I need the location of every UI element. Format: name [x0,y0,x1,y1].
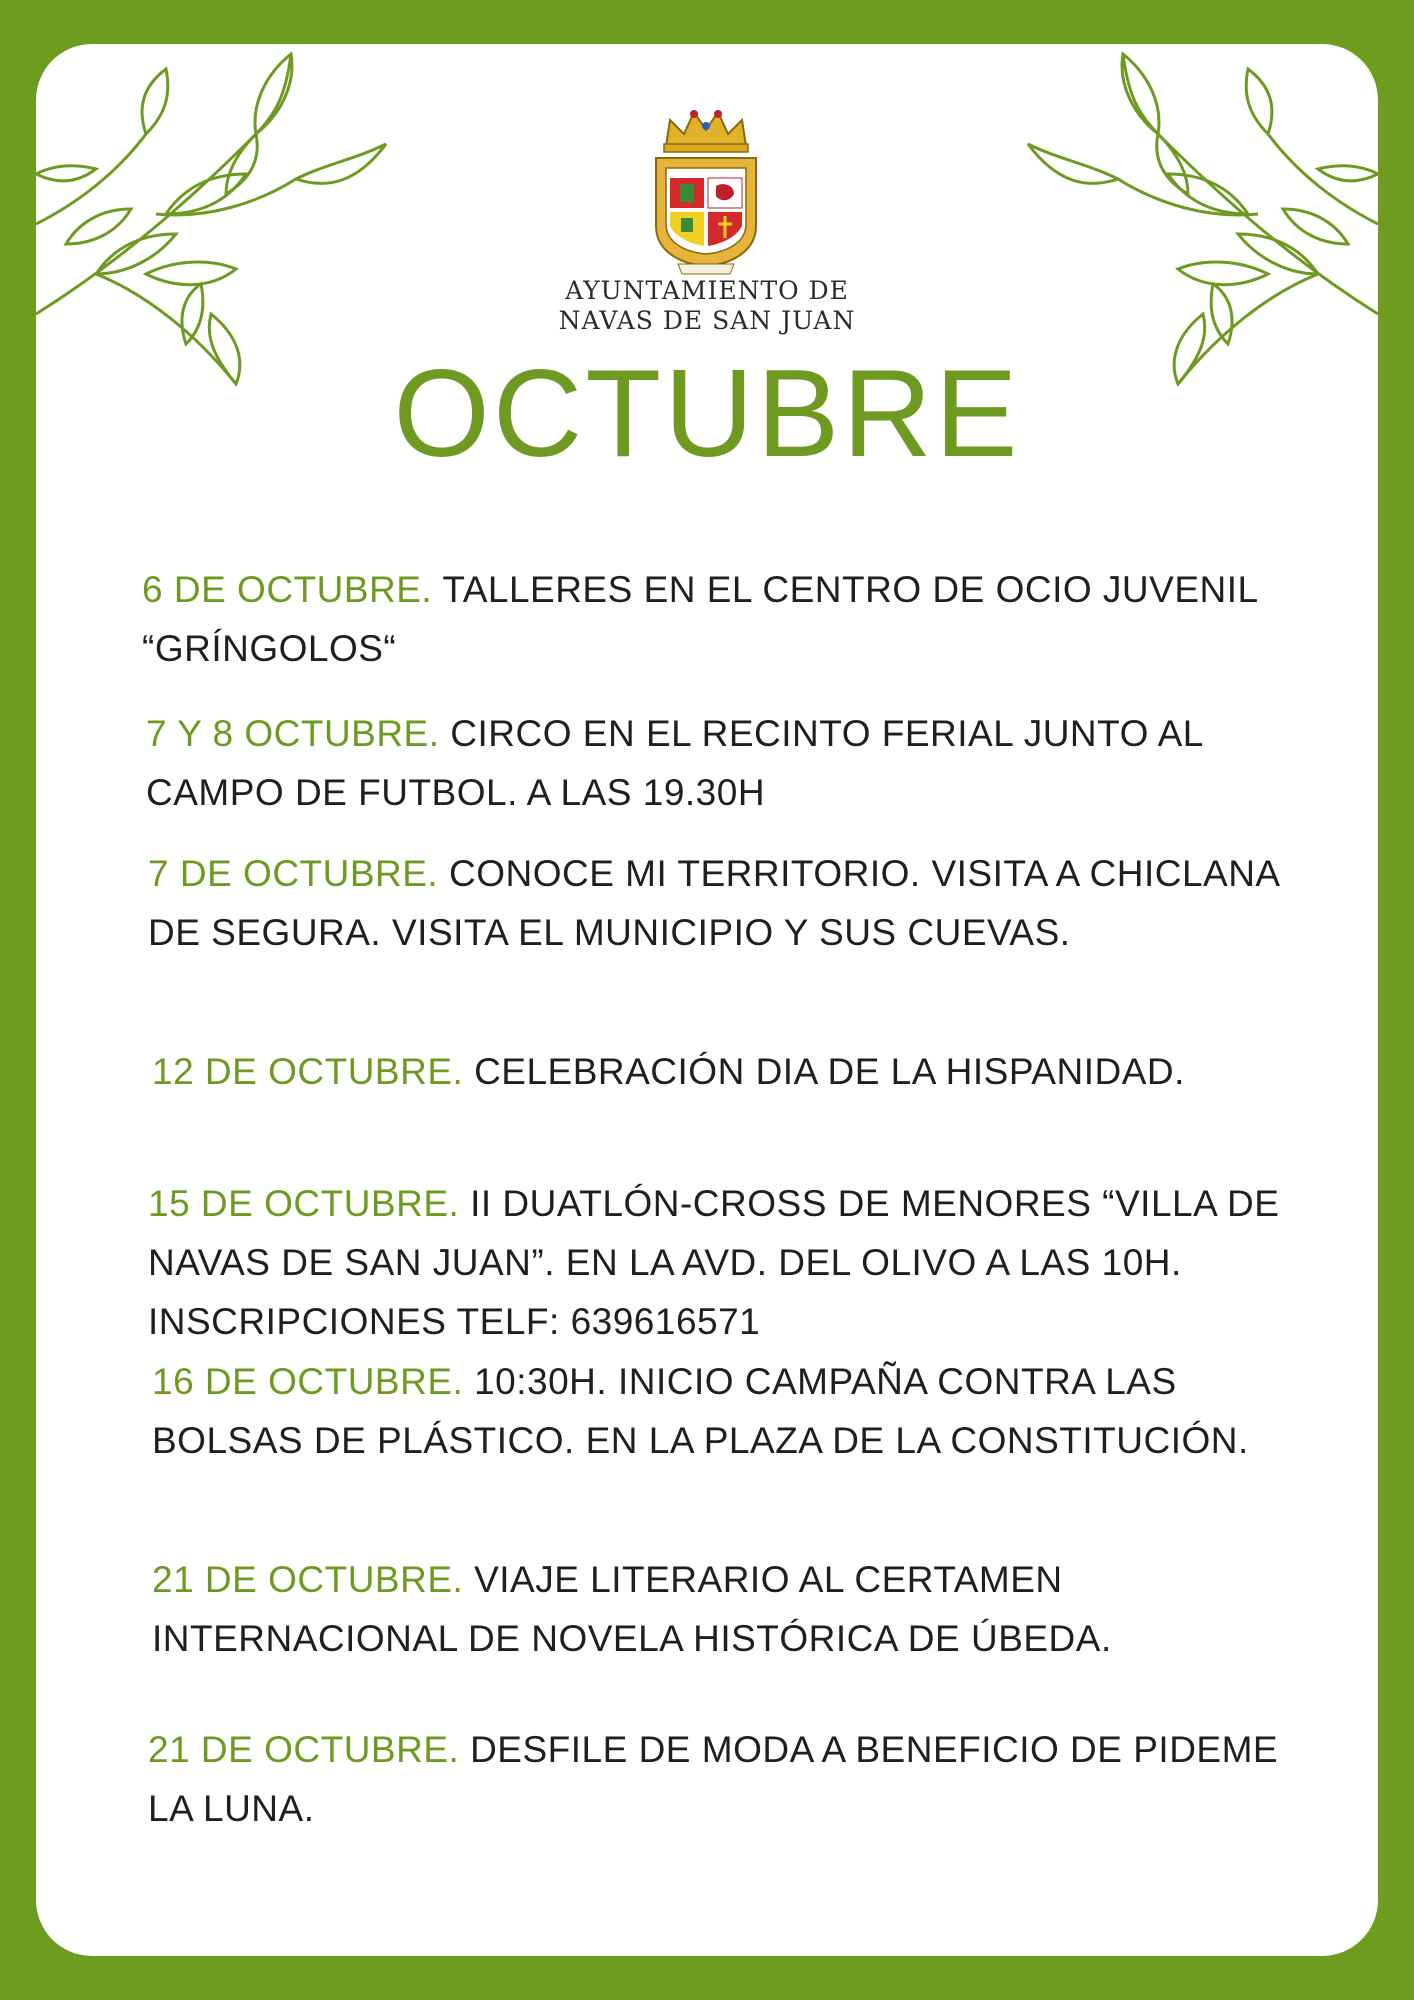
organization-line-2: NAVAS DE SAN JUAN [558,306,856,335]
month-title: OCTUBRE [393,345,1021,483]
event-date: 6 DE OCTUBRE. [142,569,433,610]
organization-line-1: AYUNTAMIENTO DE [565,276,849,305]
event-date: 12 DE OCTUBRE. [152,1051,464,1092]
event-date: 16 DE OCTUBRE. [152,1361,464,1402]
poster-card [36,44,1378,1956]
event-date: 15 DE OCTUBRE. [148,1183,460,1224]
event-date: 21 DE OCTUBRE. [152,1559,464,1600]
event-date: 21 DE OCTUBRE. [148,1729,460,1770]
event-item [152,1550,1302,1668]
event-date: 7 Y 8 OCTUBRE. [146,713,440,754]
event-date: 7 DE OCTUBRE. [148,853,439,894]
event-item [142,560,1292,678]
event-description: 10:30H. INICIO CAMPAÑA CONTRA LAS BOLSAS DE PLÁSTICO. EN LA PLAZA DE LA CONSTITUCIÓN. [152,1361,1249,1461]
organization-name [407,276,1007,336]
event-description: VIAJE LITERARIO AL CERTAMEN INTERNACIONAL DE NOVELA HISTÓRICA DE ÚBEDA. [152,1559,1112,1659]
event-item [146,704,1296,822]
event-description: TALLERES EN EL CENTRO DE OCIO JUVENIL “GRÍNGOLOS“ [142,569,1258,669]
event-item [148,844,1298,962]
event-item [152,1042,1302,1101]
event-description: II DUATLÓN-CROSS DE MENORES “VILLA DE NAVAS DE SAN JUAN”. EN LA AVD. DEL OLIVO A LAS 10H. INSCRIPCIONES TELF: 639616571 [148,1183,1280,1342]
event-item [148,1174,1298,1351]
event-item [148,1720,1298,1838]
event-description: DESFILE DE MODA A BENEFICIO DE PIDEME LA LUNA. [148,1729,1279,1829]
coat-of-arms-icon [648,106,764,276]
event-description: CELEBRACIÓN DIA DE LA HISPANIDAD. [474,1051,1185,1092]
event-description: CIRCO EN EL RECINTO FERIAL JUNTO AL CAMPO DE FUTBOL. A LAS 19.30H [146,713,1203,813]
event-item [152,1352,1302,1470]
event-description: CONOCE MI TERRITORIO. VISITA A CHICLANA DE SEGURA. VISITA EL MUNICIPIO Y SUS CUEVAS. [148,853,1279,953]
